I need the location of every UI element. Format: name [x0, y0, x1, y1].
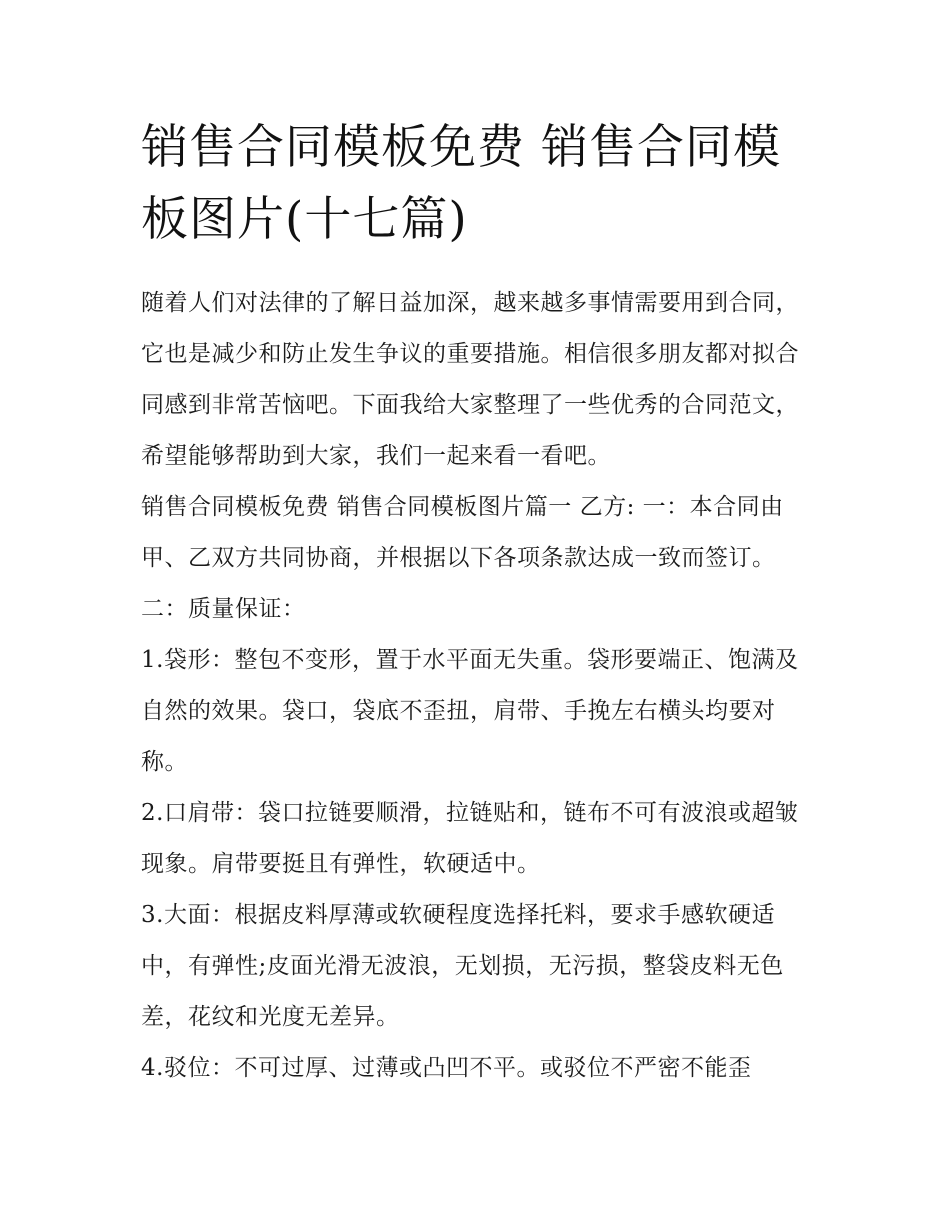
- clause-4-seam: 4.驳位：不可过厚、过薄或凸凹不平。或驳位不严密不能歪: [141, 1055, 752, 1081]
- contract-preamble-paragraph: 销售合同模板免费 销售合同模板图片篇一 乙方: 一：本合同由甲、乙双方共同协商，并根据以下各项条款达成一致而签订。 二：质量保证：: [141, 494, 784, 622]
- document-body: [141, 112, 816, 1094]
- clause-3-surface: 3.大面：根据皮料厚薄或软硬程度选择托料，要求手感软硬适中，有弹性;皮面光滑无波浪，无划损，无污损，整袋皮料无色差，花纹和光度无差异。: [141, 902, 784, 1030]
- clause-2-shoulder-strap: 2.口肩带：袋口拉链要顺滑，拉链贴和，链布不可有波浪或超皱现象。肩带要挺且有弹性，软硬适中。: [141, 800, 799, 877]
- intro-paragraph: 随着人们对法律的了解日益加深，越来越多事情需要用到合同，它也是减少和防止发生争议的重要措施。相信很多朋友都对拟合同感到非常苦恼吧。下面我给大家整理了一些优秀的合同范文，希望能够帮助到大家，我们一起来看一看吧。: [141, 290, 799, 469]
- document-title: 销售合同模板免费 销售合同模板图片(十七篇): [141, 120, 781, 247]
- clause-1-bag-shape: 1.袋形：整包不变形，置于水平面无失重。袋形要端正、饱满及自然的效果。袋口，袋底不歪扭，肩带、手挽左右横头均要对称。: [141, 647, 799, 775]
